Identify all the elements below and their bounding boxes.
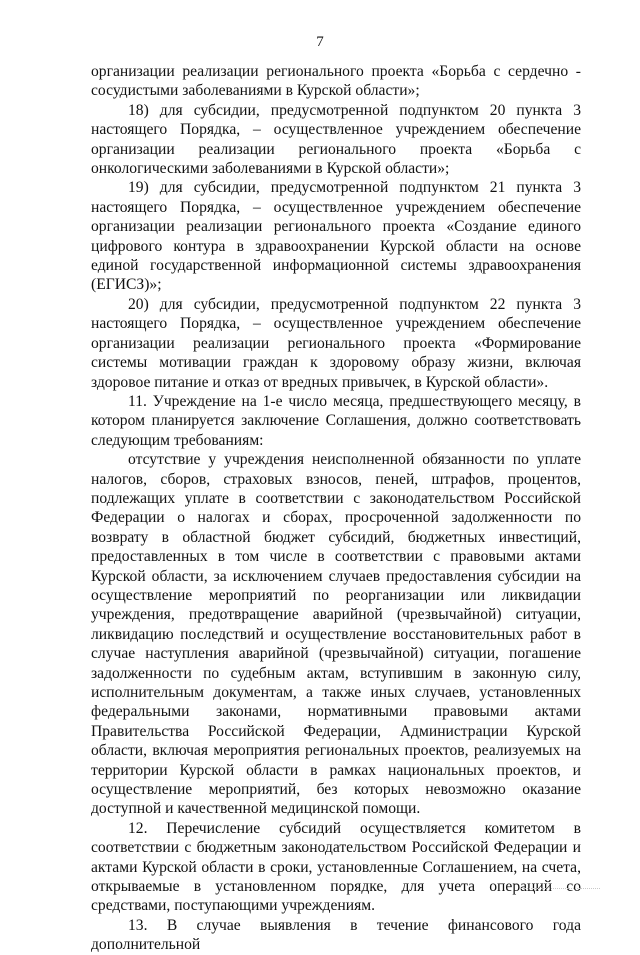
paragraph-item-19: 19) для субсидии, предусмотренной подпунктом 21 пункта 3 настоящего Порядка, – осуществленное учреждением обеспечение организации реализации регионального проекта «Создание единого цифрового контура в здравоохранении Курской области на основе единой государственной информационной системы здравоохранения (ЕГИСЗ)»; (91, 179, 581, 294)
paragraph-project-heart: организации реализации регионального проекта «Борьба с сердечно - сосудистыми заболеваниями в Курской области»; (91, 63, 581, 100)
paragraph-requirement: отсутствие у учреждения неисполненной обязанности по уплате налогов, сборов, страховых взносов, пеней, штрафов, процентов, подлежащих уплате в соответствии с законодательством Российской Федерации о налогах и сборах, просроченной задолженности по возврату в областной бюджет субсидий, бюджетных инвестиций, предоставленных в том числе в соответствии с правовыми актами Курской области, за исключением случаев предоставления субсидии на осуществление мероприятий по реорганизации или ликвидации учреждения, предотвращение аварийной (чрезвычайной) ситуации, ликвидацию последствий и осуществление восстановительных работ в случае наступления аварийной (чрезвычайной) ситуации, погашение задолженности по судебным актам, вступившим в законную силу, исполнительным документам, а также иных случаев, установленных федеральными законами, нормативными правовыми актами Правительства Российской Федерации, Администрации Курской области, включая мероприятия региональных проектов, реализуемых на территории Курской области в рамках национальных проектов, и осуществление мероприятий, без которых невозможно оказание доступной и качественной медицинской помощи. (91, 451, 581, 818)
document-body (91, 62, 581, 955)
scan-artifact (520, 888, 600, 890)
page-number: 7 (316, 34, 324, 50)
paragraph-item-20: 20) для субсидии, предусмотренной подпунктом 22 пункта 3 настоящего Порядка, – осуществленное учреждением обеспечение организации реализации регионального проекта «Формирование системы мотивации граждан к здоровому образу жизни, включая здоровое питание и отказ от вредных привычек, в Курской области». (91, 295, 581, 391)
paragraph-clause-13: 13. В случае выявления в течение финансового года дополнительной (91, 916, 581, 954)
paragraph-clause-11: 11. Учреждение на 1-е число месяца, предшествующего месяцу, в котором планируется заключение Соглашения, должно соответствовать следующим требованиям: (91, 392, 581, 449)
paragraph-clause-12: 12. Перечисление субсидий осуществляется комитетом в соответствии с бюджетным законодательством Российской Федерации и актами Курской области в сроки, установленные Соглашением, на счета, открываемые в установленном порядке, для учета операций со средствами, поступающими учреждениям. (91, 819, 581, 915)
paragraph-item-18: 18) для субсидии, предусмотренной подпунктом 20 пункта 3 настоящего Порядка, – осуществленное учреждением обеспечение организации реализации регионального проекта «Борьба с онкологическими заболеваниями в Курской области»; (91, 101, 581, 178)
